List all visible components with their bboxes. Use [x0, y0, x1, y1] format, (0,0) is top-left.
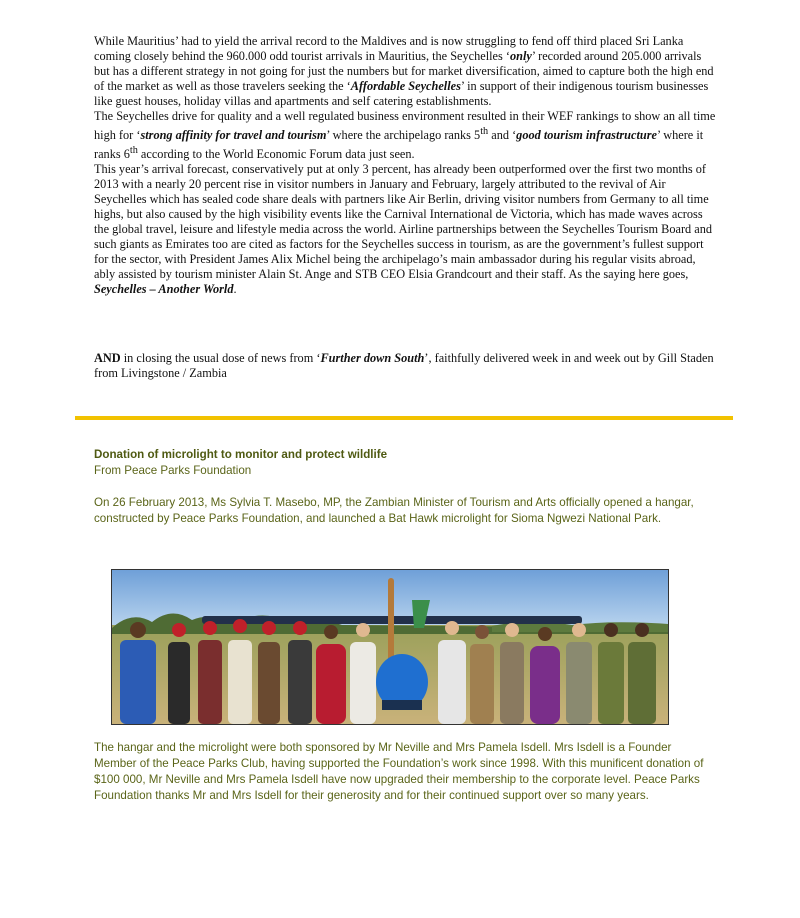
article-intro: On 26 February 2013, Ms Sylvia T. Masebo, MP, the Zambian Minister of Tourism and Arts officially opened a hangar, constructed by Peace Parks Foundation, and launched a Bat Hawk microlight for Sioma Ngwezi National Park.: [94, 496, 694, 525]
closing-bold-and: AND: [94, 351, 121, 365]
emphasis-only: only: [509, 49, 532, 63]
emphasis-affordable-seychelles: Affordable Seychelles: [350, 79, 461, 93]
paragraph-wef-rankings: [94, 109, 716, 162]
closing-paragraph: [94, 351, 716, 381]
superscript: th: [480, 126, 489, 137]
text-run: .: [233, 282, 237, 297]
paragraph-forecast: [94, 162, 716, 297]
text-run: ’ recorded around 205.000 arrivals but has a different strategy in not going for just the numbers but for market diversification, aimed to capture both the high end of the market as well as those travelers seeking the ‘: [94, 49, 714, 93]
text-run: in closing the usual dose of news from ‘: [120, 351, 321, 365]
article-source: From Peace Parks Foundation: [94, 464, 252, 477]
text-run: This year’s arrival forecast, conservatively put at only 3 percent, has already been outperformed over the first two months of 2013 with a nearly 20 percent rise in visitor numbers in January and February, largely attributed to the revival of Air Seychelles which has sealed code share deals with partners like Air Berlin, driving visitor numbers from Germany to all time highs, but also caused by the high visibility events like the Carnival International de Victoria, which has made waves across the global travel, leisure and lifestyle media across the world. Airline partnerships between the Seychelles Tourism Board and such giants as Emirates too are cited as factors for the Seychelles success in tourism, as are the government’s fullest support for the sector, with President James Alix Michel being the archipelago’s main ambassador during his regular visits abroad, ably assisted by tourism minister Alain St. Ange and STB CEO Elsia Grandcourt and their staff. As the saying here goes,: [94, 162, 713, 282]
article-body: [94, 740, 716, 804]
top-article-text: [94, 34, 716, 297]
text-run: according to the World Economic Forum data just seen.: [137, 147, 415, 162]
article-caption: The hangar and the microlight were both sponsored by Mr Neville and Mrs Pamela Isdell. Mrs Isdell is a Founder Member of the Peace Parks Club, having supported the Foundation’s work since 1998. With this munificent donation of $100 000, Mr Neville and Mrs Pamela Isdell have now upgraded their membership to the corporate level. Peace Parks Foundation thanks Mr and Mrs Isdell for their generosity and for their continued support over so many years.: [94, 741, 704, 802]
text-run: While Mauritius’ had to yield the arrival record to the Maldives and is now struggling to fend off third placed Sri Lanka coming closely behind the 960.000 odd tourist arrivals in Mauritius, the Seychelles ‘: [94, 34, 684, 63]
emphasis-affinity: strong affinity for travel and tourism: [140, 128, 327, 143]
text-run: The Seychelles drive for quality and a well regulated business environment resulted in their WEF rankings to show an all time high for ‘: [94, 109, 716, 143]
article-headline: Donation of microlight to monitor and protect wildlife: [94, 448, 388, 461]
spacer: [94, 479, 714, 495]
text-run: ’ where the archipelago ranks 5: [326, 128, 481, 143]
emphasis-further-down-south: Further down South: [320, 351, 425, 365]
section-divider: [75, 416, 733, 420]
photo-illustration: [112, 570, 668, 724]
emphasis-infrastructure: good tourism infrastructure: [516, 128, 657, 143]
text-run: ’, faithfully delivered week in and week out by Gill Staden from Livingstone / Zambia: [94, 351, 714, 380]
superscript: th: [129, 145, 138, 157]
text-run: and ‘: [488, 128, 517, 143]
text-run: ’ in support of their indigenous tourism businesses like guest houses, holiday villas and apartments and self catering establishments.: [94, 79, 709, 108]
text-run: ’ where it ranks 6: [94, 128, 704, 162]
paragraph-mauritius: [94, 34, 716, 109]
group-photo-microlight: [111, 569, 669, 725]
emphasis-another-world: Seychelles – Another World: [94, 282, 234, 297]
wildlife-article: [94, 447, 714, 527]
